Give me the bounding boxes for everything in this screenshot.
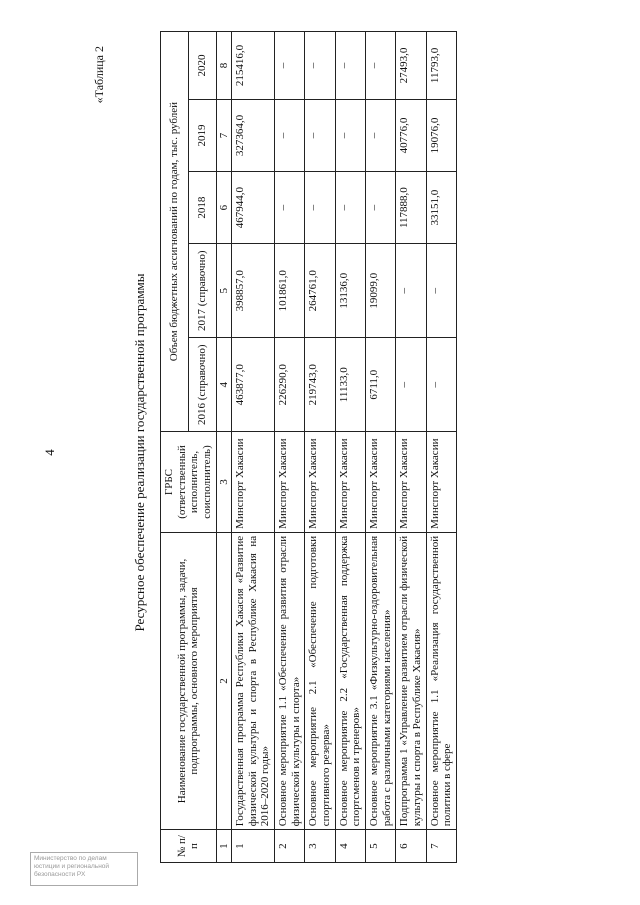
row-value-2019: – xyxy=(365,99,395,171)
row-grbs: Минспорт Хакасии xyxy=(305,432,335,533)
table-row xyxy=(305,32,335,863)
row-num: 5 xyxy=(365,830,395,863)
header-name: Наименование государственной программы, задачи, подпрограммы, основного мероприятия xyxy=(161,532,217,829)
row-value-2018: – xyxy=(275,172,305,244)
header-year: 2020 xyxy=(188,32,216,100)
row-name: Основное мероприятие 3.1 «Физкультурно-оздоровительная работа с различными категориями населения» xyxy=(365,532,395,829)
table-label: «Таблица 2 xyxy=(92,46,106,104)
row-value-2018: – xyxy=(365,172,395,244)
index-cell: 8 xyxy=(216,32,232,100)
row-num: 6 xyxy=(396,830,426,863)
row-grbs: Минспорт Хакасии xyxy=(335,432,365,533)
row-name: Основное мероприятие 1.1 «Реализация государственной политики в сфере xyxy=(426,532,456,829)
row-value-2016: – xyxy=(396,338,426,432)
index-cell: 3 xyxy=(216,432,232,533)
row-value-2019: – xyxy=(275,99,305,171)
row-value-2016: 226290,0 xyxy=(275,338,305,432)
stamp-line: юстиции и региональной xyxy=(34,863,110,871)
index-cell: 7 xyxy=(216,99,232,171)
index-cell: 4 xyxy=(216,338,232,432)
row-value-2019: – xyxy=(305,99,335,171)
row-value-2016: 6711,0 xyxy=(365,338,395,432)
row-num: 1 xyxy=(232,830,275,863)
row-value-2018: – xyxy=(305,172,335,244)
table-row xyxy=(335,32,365,863)
table-row xyxy=(232,32,275,863)
row-value-2018: 33151,0 xyxy=(426,172,456,244)
header-grbs: ГРБС (ответственный исполнитель, соисполнитель) xyxy=(161,432,217,533)
row-num: 3 xyxy=(305,830,335,863)
row-grbs: Минспорт Хакасии xyxy=(426,432,456,533)
row-name: Основное мероприятие 2.1 «Обеспечение подготовки спортивного резерва» xyxy=(305,532,335,829)
row-value-2020: 215416,0 xyxy=(232,32,275,100)
header-year: 2018 xyxy=(188,172,216,244)
row-value-2020: 11793,0 xyxy=(426,32,456,100)
header-num: № п/п xyxy=(161,830,217,863)
header-year: 2017 (справочно) xyxy=(188,244,216,338)
row-grbs: Минспорт Хакасии xyxy=(275,432,305,533)
row-value-2018: 467944,0 xyxy=(232,172,275,244)
row-value-2018: – xyxy=(335,172,365,244)
index-row xyxy=(216,32,232,863)
table-row xyxy=(426,32,456,863)
row-num: 7 xyxy=(426,830,456,863)
row-value-2019: 40776,0 xyxy=(396,99,426,171)
table-row xyxy=(275,32,305,863)
header-year: 2016 (справочно) xyxy=(188,338,216,432)
table-row xyxy=(396,32,426,863)
row-value-2020: – xyxy=(305,32,335,100)
row-value-2016: 463877,0 xyxy=(232,338,275,432)
stamp-line: безопасности РХ xyxy=(34,871,86,879)
row-value-2017: – xyxy=(426,244,456,338)
row-name: Государственная программа Республики Хакасия «Развитие физической культуры и спорта в Республике Хакасия на 2016–2020 годы» xyxy=(232,532,275,829)
row-name: Основное мероприятие 1.1 «Обеспечение развития отрасли физической культуры и спорта» xyxy=(275,532,305,829)
row-value-2020: – xyxy=(365,32,395,100)
row-value-2019: 19076,0 xyxy=(426,99,456,171)
header-year: 2019 xyxy=(188,99,216,171)
resource-table xyxy=(160,31,457,863)
row-value-2020: 27493,0 xyxy=(396,32,426,100)
row-value-2018: 117888,0 xyxy=(396,172,426,244)
row-grbs: Минспорт Хакасии xyxy=(396,432,426,533)
row-value-2016: – xyxy=(426,338,456,432)
row-value-2019: – xyxy=(335,99,365,171)
row-value-2019: 327364,0 xyxy=(232,99,275,171)
row-grbs: Минспорт Хакасии xyxy=(232,432,275,533)
registration-stamp xyxy=(30,852,138,886)
row-num: 4 xyxy=(335,830,365,863)
row-value-2017: – xyxy=(396,244,426,338)
row-value-2017: 19099,0 xyxy=(365,244,395,338)
row-value-2017: 101861,0 xyxy=(275,244,305,338)
page-number: 4 xyxy=(42,449,57,456)
stamp-line: Министерство по делам xyxy=(34,855,107,862)
table-row xyxy=(365,32,395,863)
index-cell: 2 xyxy=(216,532,232,829)
header-budget: Объем бюджетных ассигнований по годам, тыс. рублей xyxy=(161,32,189,432)
row-grbs: Минспорт Хакасии xyxy=(365,432,395,533)
row-value-2020: – xyxy=(275,32,305,100)
row-value-2017: 264761,0 xyxy=(305,244,335,338)
row-value-2016: 219743,0 xyxy=(305,338,335,432)
row-value-2017: 398857,0 xyxy=(232,244,275,338)
row-value-2020: – xyxy=(335,32,365,100)
row-name: Подпрограмма 1 «Управление развитием отрасли физической культуры и спорта в Республике Хакасия» xyxy=(396,532,426,829)
row-value-2016: 11133,0 xyxy=(335,338,365,432)
index-cell: 6 xyxy=(216,172,232,244)
table-heading: Ресурсное обеспечение реализации государственной программы xyxy=(132,273,147,632)
row-value-2017: 13136,0 xyxy=(335,244,365,338)
index-cell: 1 xyxy=(216,830,232,863)
row-num: 2 xyxy=(275,830,305,863)
row-name: Основное мероприятие 2.2 «Государственная поддержка спортсменов и тренеров» xyxy=(335,532,365,829)
index-cell: 5 xyxy=(216,244,232,338)
